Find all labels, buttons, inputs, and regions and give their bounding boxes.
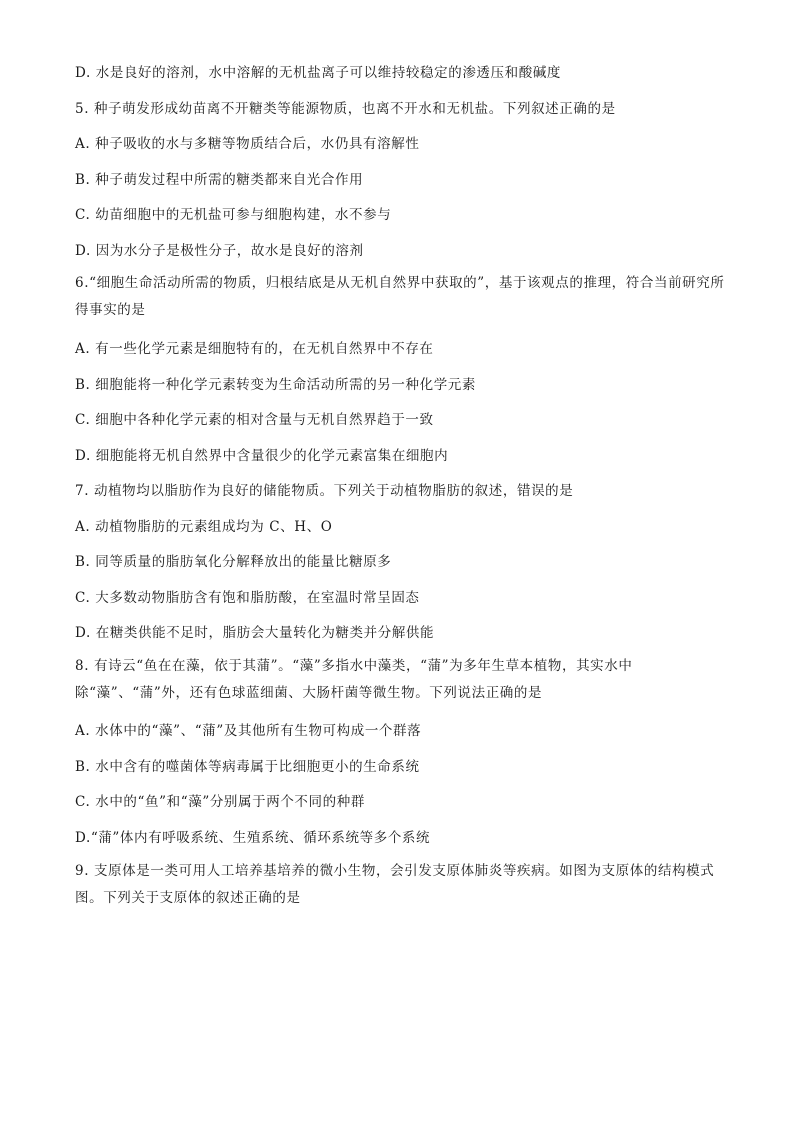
q5-stem: 5. 种子萌发形成幼苗离不开糖类等能源物质，也离不开水和无机盐。下列叙述正确的是 [75, 101, 616, 117]
q7-option-c: C. 大多数动物脂肪含有饱和脂肪酸，在室温时常呈固态 [75, 590, 420, 606]
q8-option-c: C. 水中的“鱼”和“藻”分别属于两个不同的种群 [75, 794, 365, 810]
q8-option-a: A. 水体中的“藻”、“蒲”及其他所有生物可构成一个群落 [75, 723, 422, 739]
q6-option-d: D. 细胞能将无机自然界中含量很少的化学元素富集在细胞内 [75, 448, 449, 464]
q6-option-a: A. 有一些化学元素是细胞特有的，在无机自然界中不存在 [75, 341, 434, 357]
q8-option-d: D.“蒲”体内有呼吸系统、生殖系统、循环系统等多个系统 [75, 830, 431, 846]
q8-stem: 8. 有诗云“鱼在在藻，依于其蒲”。“藻”多指水中藻类，“蒲”为多年生草本植物，其实水中除“藻”、“蒲”外，还有色球蓝细菌、大肠杆菌等微生物。下列说法正确的是 [75, 658, 633, 701]
q7-option-a: A. 动植物脂肪的元素组成均为 C、H、O [75, 519, 333, 535]
q6-stem: 6.“细胞生命活动所需的物质，归根结底是从无机自然界中获取的”，基于该观点的推理，符合当前研究所得事实的是 [75, 275, 725, 318]
q5-option-d: D. 因为水分子是极性分子，故水是良好的溶剂 [75, 243, 364, 259]
q6-option-b: B. 细胞能将一种化学元素转变为生命活动所需的另一种化学元素 [75, 377, 477, 393]
q4-option-d: D. 水是良好的溶剂，水中溶解的无机盐离子可以维持较稳定的渗透压和酸碱度 [75, 65, 562, 81]
q9-stem: 9. 支原体是一类可用人工培养基培养的微小生物，会引发支原体肺炎等疾病。如图为支原体的结构模式图。下列关于支原体的叙述正确的是 [75, 863, 715, 906]
q7-option-b: B. 同等质量的脂肪氧化分解释放出的能量比糖原多 [75, 554, 392, 570]
q5-option-b: B. 种子萌发过程中所需的糖类都来自光合作用 [75, 172, 364, 188]
q7-stem: 7. 动植物均以脂肪作为良好的储能物质。下列关于动植物脂肪的叙述，错误的是 [75, 483, 574, 499]
q8-option-b: B. 水中含有的噬菌体等病毒属于比细胞更小的生命系统 [75, 759, 420, 775]
q6-option-c: C. 细胞中各种化学元素的相对含量与无机自然界趋于一致 [75, 412, 434, 428]
q5-option-c: C. 幼苗细胞中的无机盐可参与细胞构建，水不参与 [75, 207, 392, 223]
q5-option-a: A. 种子吸收的水与多糖等物质结合后，水仍具有溶解性 [75, 136, 420, 152]
q7-option-d: D. 在糖类供能不足时，脂肪会大量转化为糖类并分解供能 [75, 625, 435, 641]
